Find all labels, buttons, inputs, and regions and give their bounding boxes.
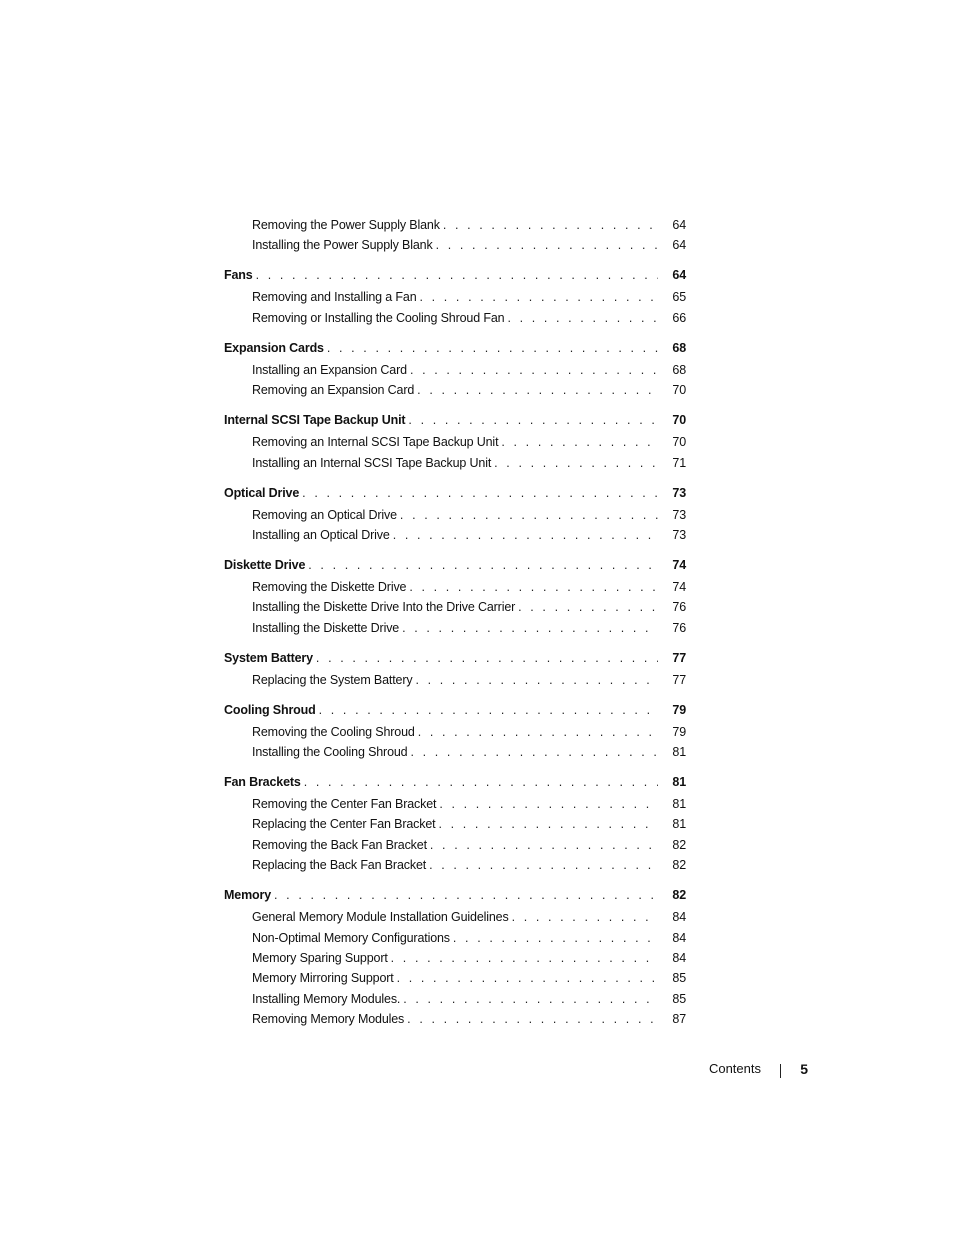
toc-entry[interactable] [224, 290, 686, 310]
toc-entry-page: 84 [672, 950, 686, 965]
toc-section-heading[interactable] [224, 651, 686, 673]
toc-section [224, 413, 686, 476]
toc-entry-page: 77 [672, 672, 686, 687]
toc-entry-title: Replacing the Center Fan Bracket [252, 817, 436, 832]
toc-entry[interactable] [224, 992, 686, 1012]
toc-entry-page: 74 [672, 579, 686, 594]
toc-section-heading[interactable] [224, 558, 686, 580]
toc-entry-page: 73 [672, 527, 686, 542]
toc-entry-page: 79 [672, 702, 686, 717]
toc-entry-page: 65 [672, 290, 686, 305]
toc-entry[interactable] [224, 1012, 686, 1032]
table-of-contents [224, 218, 686, 1042]
toc-entry[interactable] [224, 383, 686, 403]
dot-leader [509, 910, 658, 924]
toc-entry-title: Installing Memory Modules. [252, 991, 401, 1006]
toc-entry[interactable] [224, 817, 686, 837]
dot-leader [436, 817, 659, 831]
toc-entry[interactable] [224, 600, 686, 620]
toc-entry-title: Replacing the Back Fan Bracket [252, 858, 427, 873]
toc-entry[interactable] [224, 745, 686, 765]
dot-leader [405, 413, 658, 427]
toc-entry-title: General Memory Module Installation Guidelines [252, 910, 509, 925]
toc-entry-title: Memory Sparing Support [252, 950, 388, 965]
toc-entry-title: Removing the Cooling Shroud [252, 724, 415, 739]
toc-entry[interactable] [224, 838, 686, 858]
toc-entry-page: 81 [672, 745, 686, 760]
toc-entry-title: Memory [224, 888, 272, 903]
toc-entry-title: Installing the Power Supply Blank [252, 238, 433, 253]
dot-leader [305, 558, 658, 572]
footer-label: Contents [708, 1061, 761, 1076]
dot-leader [426, 858, 658, 872]
dot-leader [407, 363, 658, 377]
toc-entry-page: 87 [672, 1012, 686, 1027]
toc-entry-page: 68 [672, 362, 686, 377]
toc-entry-title: Installing the Diskette Drive Into the Drive Carrier [252, 600, 516, 615]
toc-entry-page: 84 [672, 930, 686, 945]
dot-leader [417, 290, 659, 304]
toc-entry[interactable] [224, 238, 686, 258]
toc-entry-page: 64 [672, 268, 686, 283]
toc-entry-page: 85 [672, 991, 686, 1006]
toc-entry[interactable] [224, 456, 686, 476]
toc-entry-page: 70 [672, 435, 686, 450]
toc-entry-page: 64 [672, 218, 686, 232]
toc-entry-page: 70 [672, 413, 686, 428]
dot-leader [450, 931, 658, 945]
page-number: 5 [800, 1061, 808, 1077]
toc-entry-page: 81 [672, 775, 686, 789]
toc-entry-title: Cooling Shroud [224, 702, 316, 717]
toc-section [224, 486, 686, 549]
toc-entry-title: Replacing the System Battery [252, 672, 413, 687]
toc-entry-title: Installing the Diskette Drive [252, 620, 400, 635]
toc-entry-title: Fan Brackets [224, 775, 301, 789]
toc-section [224, 341, 686, 404]
toc-section [224, 218, 686, 259]
toc-section-heading[interactable] [224, 888, 686, 910]
dot-leader [407, 745, 658, 759]
dot-leader [406, 580, 658, 594]
dot-leader [301, 775, 658, 789]
toc-entry-title: Memory Mirroring Support [252, 971, 394, 986]
toc-entry-title: Removing or Installing the Cooling Shroud Fan [252, 310, 505, 325]
dot-leader [400, 992, 658, 1006]
toc-entry[interactable] [224, 673, 686, 693]
dot-leader [253, 268, 658, 282]
toc-entry-page: 82 [672, 837, 686, 852]
toc-entry[interactable] [224, 931, 686, 951]
dot-leader [271, 888, 658, 902]
page-footer [600, 1061, 808, 1081]
toc-entry-title: Removing and Installing a Fan [252, 290, 417, 305]
dot-leader [427, 838, 658, 852]
toc-entry-title: Removing Memory Modules [252, 1012, 405, 1027]
toc-entry-title: Removing the Center Fan Bracket [252, 797, 437, 811]
dot-leader [415, 725, 658, 739]
toc-entry-page: 64 [672, 238, 686, 253]
toc-entry-page: 82 [672, 888, 686, 903]
toc-entry-page: 73 [672, 507, 686, 522]
dot-leader [316, 703, 658, 717]
toc-entry-title: Installing an Optical Drive [252, 527, 390, 542]
toc-entry-page: 68 [672, 340, 686, 355]
toc-entry-title: Installing an Expansion Card [252, 362, 407, 377]
toc-entry-title: Installing the Cooling Shroud [252, 745, 408, 760]
toc-entry[interactable] [224, 725, 686, 745]
toc-entry[interactable] [224, 951, 686, 971]
toc-entry[interactable] [224, 580, 686, 600]
toc-entry-page: 77 [672, 650, 686, 665]
toc-entry-title: Diskette Drive [224, 557, 306, 572]
toc-entry-page: 70 [672, 383, 686, 398]
toc-entry-title: Optical Drive [224, 485, 300, 500]
toc-entry-title: Removing the Power Supply Blank [252, 218, 440, 232]
dot-leader [440, 218, 658, 232]
toc-entry-page: 84 [672, 910, 686, 925]
toc-entry[interactable] [224, 363, 686, 383]
dot-leader [498, 435, 658, 449]
toc-entry[interactable] [224, 858, 686, 878]
toc-entry[interactable] [224, 528, 686, 548]
toc-entry-title: Removing the Diskette Drive [252, 579, 407, 594]
toc-entry-page: 76 [672, 620, 686, 635]
toc-section [224, 651, 686, 693]
toc-section-heading[interactable] [224, 268, 686, 290]
toc-section-heading[interactable] [224, 775, 686, 797]
dot-leader [515, 600, 658, 614]
toc-entry[interactable] [224, 797, 686, 817]
toc-section-heading[interactable] [224, 486, 686, 508]
toc-entry[interactable] [224, 910, 686, 930]
toc-section-heading[interactable] [224, 341, 686, 363]
toc-entry-page: 81 [672, 817, 686, 832]
toc-entry-page: 81 [672, 797, 686, 811]
toc-section [224, 888, 686, 1032]
toc-entry-title: Removing an Internal SCSI Tape Backup Unit [252, 435, 499, 450]
toc-entry[interactable] [224, 621, 686, 641]
dot-leader [299, 486, 658, 500]
toc-entry-title: Expansion Cards [224, 340, 324, 355]
toc-entry-page: 74 [672, 557, 686, 572]
dot-leader [399, 621, 658, 635]
dot-leader [394, 971, 658, 985]
toc-section [224, 558, 686, 641]
dot-leader [324, 341, 658, 355]
dot-leader [414, 383, 658, 397]
footer-separator [780, 1064, 781, 1078]
toc-entry-title: Removing the Back Fan Bracket [252, 837, 427, 852]
dot-leader [412, 673, 658, 687]
toc-entry[interactable] [224, 435, 686, 455]
dot-leader [404, 1012, 658, 1026]
toc-entry-title: System Battery [224, 650, 313, 665]
toc-entry-page: 76 [672, 600, 686, 615]
toc-entry-title: Installing an Internal SCSI Tape Backup Unit [252, 455, 492, 470]
toc-entry[interactable] [224, 971, 686, 991]
dot-leader [388, 951, 658, 965]
toc-section [224, 268, 686, 331]
dot-leader [313, 651, 658, 665]
toc-entry-title: Internal SCSI Tape Backup Unit [224, 413, 406, 428]
dot-leader [491, 456, 658, 470]
toc-entry-page: 79 [672, 724, 686, 739]
dot-leader [390, 528, 658, 542]
toc-entry-page: 66 [672, 310, 686, 325]
toc-entry[interactable] [224, 218, 686, 238]
toc-section-heading[interactable] [224, 703, 686, 725]
dot-leader [397, 508, 658, 522]
dot-leader [433, 238, 658, 252]
toc-section-heading[interactable] [224, 413, 686, 435]
toc-entry-title: Non-Optimal Memory Configurations [252, 930, 450, 945]
toc-section [224, 775, 686, 879]
toc-entry-title: Removing an Optical Drive [252, 507, 397, 522]
toc-section [224, 703, 686, 766]
toc-entry[interactable] [224, 508, 686, 528]
toc-entry-page: 85 [672, 971, 686, 986]
dot-leader [436, 797, 658, 811]
toc-entry-page: 82 [672, 858, 686, 873]
toc-entry-page: 71 [672, 455, 686, 470]
toc-entry[interactable] [224, 311, 686, 331]
dot-leader [504, 311, 658, 325]
toc-entry-title: Fans [224, 268, 253, 283]
toc-entry-page: 73 [672, 485, 686, 500]
toc-entry-title: Removing an Expansion Card [252, 383, 415, 398]
